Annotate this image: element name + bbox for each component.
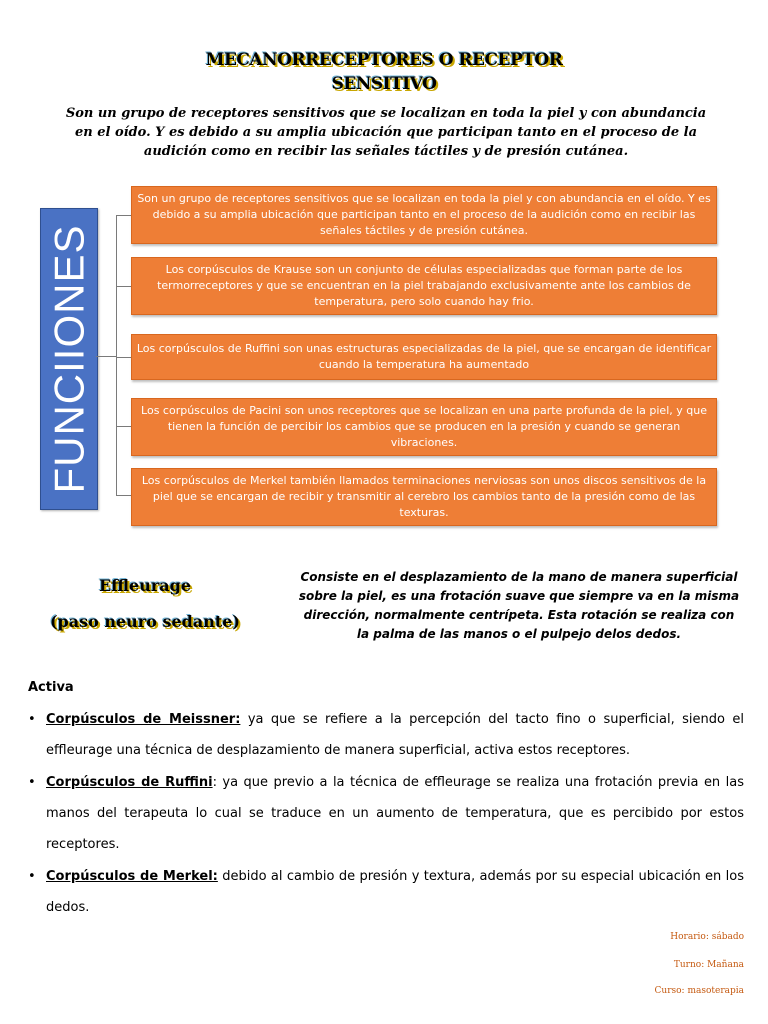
page-title <box>0 48 768 96</box>
list-item-term: Corpúsculos de Meissner: <box>46 712 241 727</box>
connector-branch <box>116 286 131 287</box>
function-box <box>131 334 717 380</box>
connector-branch <box>116 357 131 358</box>
functions-label-block <box>40 208 98 510</box>
footer-turno: Turno: Mañana <box>673 960 744 970</box>
connector-trunk <box>96 356 116 357</box>
footer-horario: Horario: sábado <box>670 932 744 942</box>
function-box <box>131 468 717 526</box>
function-box-text: Los corpúsculos de Merkel también llamados terminaciones nerviosas son unos discos sensitivos de la piel que se encargan de recibir y transmitir al cerebro los cambios tanto de la presión como de las texturas. <box>141 474 707 519</box>
function-box-text: Los corpúsculos de Pacini son unos receptores que se localizan en una parte profunda de la piel, y que tienen la función de percibir los cambios que se producen en la presión y cuando se generan vibraciones. <box>141 404 707 449</box>
list-item-text: : ya que previo a la técnica de effleurage se realiza una frotación previa en las manos del terapeuta lo cual se traduce en un aumento de temperatura, que es percibido por estos receptores. <box>46 775 744 852</box>
connector-spine <box>116 215 117 495</box>
connector-branch <box>116 426 131 427</box>
page-title-line2: SENSITIVO <box>331 74 437 94</box>
list-item-text: ya que se refiere a la percepción del tacto fino o superficial, siendo el effleurage una técnica de desplazamiento de manera superficial, activa estos receptores. <box>46 712 744 758</box>
function-box-text: Los corpúsculos de Krause son un conjunto de células especializadas que forman parte de los termorreceptores y que se encuentran en la piel trabajando exclusivamente ante los cambios de temperatura, pero solo cuando hay frio. <box>157 263 691 308</box>
page-title-line1: MECANORRECEPTORES O RECEPTOR <box>205 50 563 70</box>
bullet-icon: • <box>28 775 36 790</box>
bullet-icon: • <box>28 712 36 727</box>
function-box <box>131 186 717 244</box>
functions-label: FUNCIIONES <box>45 224 93 494</box>
bullet-icon: • <box>28 869 36 884</box>
connector-branch <box>116 495 131 496</box>
activa-list <box>28 704 744 924</box>
function-box-text: Son un grupo de receptores sensitivos que se localizan en toda la piel y con abundancia en el oído. Y es debido a su amplia ubicación que participan tanto en el proceso de la audición como en recibir las señales táctiles y de presión cutánea. <box>137 192 711 237</box>
list-item-term: Corpúsculos de Ruffini <box>46 775 213 790</box>
effleurage-subtitle: (paso neuro sedante) <box>49 612 240 631</box>
list-item <box>28 861 744 923</box>
list-item <box>28 704 744 766</box>
activa-heading: Activa <box>28 680 74 695</box>
footer-curso: Curso: masoterapia <box>654 986 744 996</box>
function-box <box>131 398 717 456</box>
connector-branch <box>116 215 131 216</box>
function-box-text: Los corpúsculos de Ruffini son unas estructuras especializadas de la piel, que se encargan de identificar cuando la temperatura ha aumentado <box>136 342 712 371</box>
list-item-text: debido al cambio de presión y textura, además por su especial ubicación en los dedos. <box>46 869 744 915</box>
list-item <box>28 767 744 860</box>
effleurage-title: Effleurage <box>98 576 192 595</box>
function-box <box>131 257 717 315</box>
intro-paragraph: Son un grupo de receptores sensitivos que se localizan en toda la piel y con abundancia en el oído. Y es debido a su amplia ubicación que participan tanto en el proceso de la audición como en recibir las señales táctiles y de presión cutánea. <box>65 106 707 159</box>
effleurage-description: Consiste en el desplazamiento de la mano de manera superficial sobre la piel, es una frotación suave que siempre va en la misma dirección, normalmente centrípeta. Esta rotación se realiza con la palma de las manos o el pulpejo delos dedos. <box>298 570 740 641</box>
list-item-term: Corpúsculos de Merkel: <box>46 869 218 884</box>
